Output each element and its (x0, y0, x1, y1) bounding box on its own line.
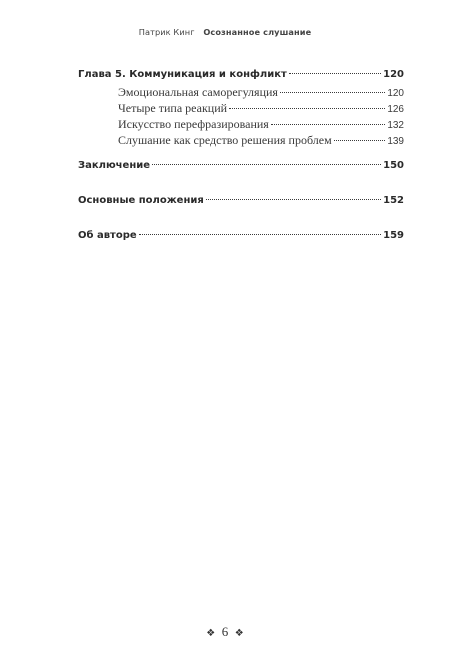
dot-leader (271, 124, 385, 125)
toc-subentry (78, 100, 404, 116)
toc-subentry-page: 126 (387, 104, 404, 115)
toc-entry-about-author (78, 227, 404, 245)
toc-entry-page: 120 (383, 69, 404, 80)
toc-subentry-title: Четыре типа реакций (118, 101, 228, 115)
toc-entry-title: Об авторе (78, 230, 137, 241)
toc-subentry (78, 84, 404, 100)
toc-entry-title: Основные положения (78, 195, 204, 206)
dot-leader (139, 234, 381, 235)
header-book-title: Осознанное слушание (203, 27, 312, 37)
toc-subentry-title: Искусство перефразирования (118, 117, 269, 131)
running-header (0, 27, 450, 37)
ornament-left-icon: ❖ (206, 628, 216, 639)
toc-subentry (78, 116, 404, 132)
toc-entry-page: 159 (383, 230, 404, 241)
dot-leader (229, 108, 385, 109)
dot-leader (206, 199, 381, 200)
toc-entry-page: 152 (383, 195, 404, 206)
toc-entry-page: 150 (383, 160, 404, 171)
toc-entry-title: Заключение (78, 160, 151, 171)
toc-entry-conclusion (78, 157, 404, 175)
header-author: Патрик Кинг (138, 27, 195, 37)
dot-leader (280, 92, 385, 93)
page-number: 6 (221, 624, 229, 639)
toc-entry-title: Глава 5. Коммуникация и конфликт (78, 69, 287, 80)
toc-subentry-page: 132 (387, 120, 404, 131)
toc-subentry-title: Слушание как средство решения проблем (118, 133, 332, 147)
dot-leader (289, 73, 381, 74)
toc-subentry-page: 139 (387, 136, 404, 147)
ornament-right-icon: ❖ (234, 628, 244, 639)
dot-leader (334, 140, 386, 141)
toc-entry-chapter-5 (78, 66, 404, 84)
toc-entry-key-points (78, 192, 404, 210)
dot-leader (152, 164, 381, 165)
page-footer (0, 624, 450, 640)
toc-subentry-page: 120 (387, 88, 404, 99)
toc-subentry (78, 132, 404, 148)
toc-subentry-title: Эмоциональная саморегуляция (118, 85, 278, 99)
table-of-contents (78, 66, 404, 245)
